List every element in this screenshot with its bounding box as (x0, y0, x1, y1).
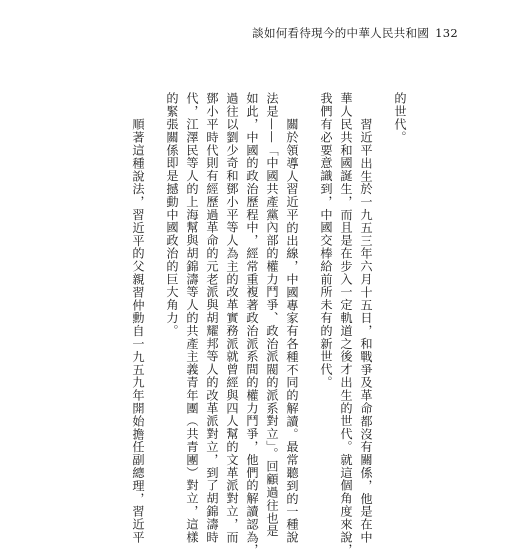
text-column: 的世代。 (393, 92, 407, 144)
text-column: 關於領導人習近平的出線，中國專家有各種不同的解讀。最常聽到的一種說 (285, 117, 299, 544)
text-column: 順著這種說法，習近平的父親習仲勳自一九五九年開始擔任副總理，習近平 (131, 117, 145, 544)
running-header (252, 25, 458, 41)
header-title: 談如何看待現今的中華人民共和國 (252, 26, 430, 40)
page-number: 132 (435, 26, 458, 40)
text-column: 代，江澤民等人的上海幫與胡錦濤等人的共產主義青年團（共青團）對立，這樣 (185, 92, 199, 544)
text-column: 如此，中國的政治歷程中，經常重複著政治派系間的權力鬥爭，他們的解讀認為， (245, 92, 259, 556)
text-column: 我們有必要意識到，中國交棒給前所未有的新世代。 (319, 92, 333, 389)
text-column: 鄧小平時代則有經歷過革命的元老派與胡耀邦等人的改革派對立，到了胡錦濤時 (205, 92, 219, 544)
text-column: 法是——「中國共產黨內部的權力鬥爭、政治派閥的派系對立」。回顧過往也是 (265, 92, 279, 538)
text-column: 習近平出生於一九五三年六月十五日，和戰爭及革命都沒有關係，他是在中 (359, 117, 373, 544)
vertical-text-body (128, 92, 410, 556)
text-column: 的緊張關係即是撼動中國政治的巨大角力。 (165, 92, 179, 338)
text-column: 過往以劉少奇和鄧小平等人為主的改革實務派就曾經與四人幫的文革派對立，而 (225, 92, 239, 544)
text-column: 華人民共和國誕生，而且是在步入一定軌道之後才出生的世代。就這個角度來說， (339, 92, 353, 556)
